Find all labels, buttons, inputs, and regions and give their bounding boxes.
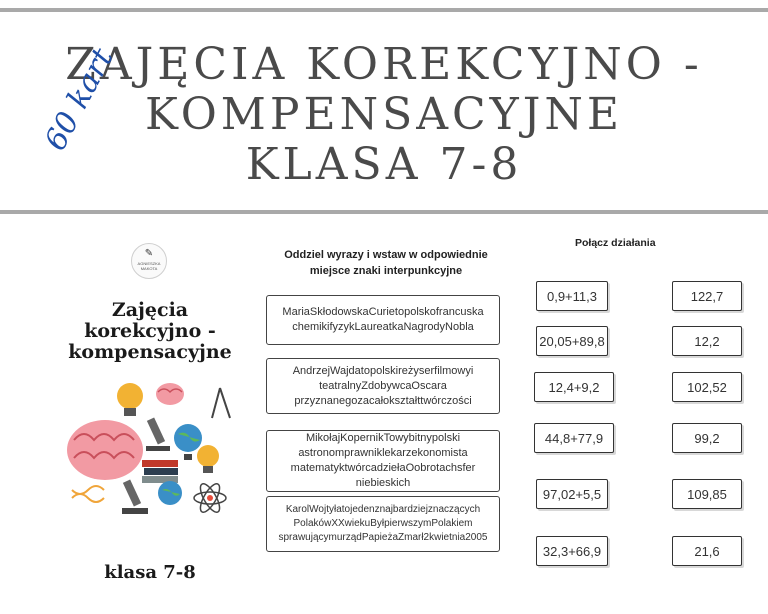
card-title-line-1: Zajęcia	[111, 299, 189, 321]
card-count-badge: 60 kart	[38, 42, 121, 157]
operation-box[interactable]: 44,8+77,9	[534, 423, 614, 453]
result-box[interactable]: 21,6	[672, 536, 742, 566]
globe-icon	[158, 481, 182, 505]
author-logo	[131, 243, 167, 279]
page-title-line-2: KOMPENSACYJNE	[145, 89, 623, 140]
logo-glyph-icon: ✎	[144, 248, 154, 259]
card-title-line-2: korekcyjno -	[84, 320, 216, 342]
result-box[interactable]: 99,2	[672, 423, 742, 453]
class-label: klasa 7-8	[104, 562, 196, 583]
brain-icon	[156, 383, 184, 405]
microscope-icon	[122, 480, 148, 514]
page-title-line-3: KLASA 7-8	[245, 139, 523, 190]
result-box[interactable]: 12,2	[672, 326, 742, 356]
compass-icon	[212, 388, 230, 418]
text-box-4: KarolWojtyłatojedenznajbardziejznaczących PolakówXXwiekuByłpierwszymPolakiem sprawującymurządPapieżaZmarł2kwietnia2005	[266, 496, 500, 552]
lightbulb-icon	[117, 383, 143, 416]
result-box[interactable]: 102,52	[672, 372, 742, 402]
exercise-1-heading: Oddziel wyrazy i wstaw w odpowiednie miejsce znaki interpunkcyjne	[284, 249, 488, 277]
text-box-1: MariaSkłodowskaCurietopolskofrancuska chemikifyzykLaureatkaNagrodyNobla	[266, 295, 500, 345]
middle-divider	[0, 210, 768, 214]
operation-box[interactable]: 97,02+5,5	[536, 479, 608, 509]
text-box-3: MikołajKopernikTowybitnypolski astronomprawniklekarzekonomista matematyktwórcadziełaOobrotachsfer niebieskich	[266, 430, 500, 492]
atom-icon	[194, 481, 226, 515]
microscope-icon	[146, 418, 170, 451]
brain-icon	[67, 420, 143, 480]
text-box-2: AndrzejWajdatopolskireżyserfilmowyi teatralnyZdobywcaOscara przyznanegozacałokształttwórczości	[266, 358, 500, 414]
operation-box[interactable]: 20,05+89,8	[536, 326, 608, 356]
top-divider	[0, 8, 768, 12]
operation-box[interactable]: 12,4+9,2	[534, 372, 614, 402]
dna-icon	[72, 486, 104, 502]
operation-box[interactable]: 32,3+66,9	[536, 536, 608, 566]
logo-text: AGNIESZKA MAKOTA	[137, 261, 161, 271]
card-title-line-3: kompensacyjne	[68, 341, 232, 363]
page-title-line-1: ZAJĘCIA KOREKCYJNO -	[65, 39, 703, 90]
science-illustration	[60, 378, 240, 528]
lightbulb-icon	[197, 445, 219, 473]
operation-box[interactable]: 0,9+11,3	[536, 281, 608, 311]
books-icon	[142, 460, 178, 483]
result-box[interactable]: 122,7	[672, 281, 742, 311]
exercise-2-heading: Połącz działania	[575, 237, 656, 249]
result-box[interactable]: 109,85	[672, 479, 742, 509]
